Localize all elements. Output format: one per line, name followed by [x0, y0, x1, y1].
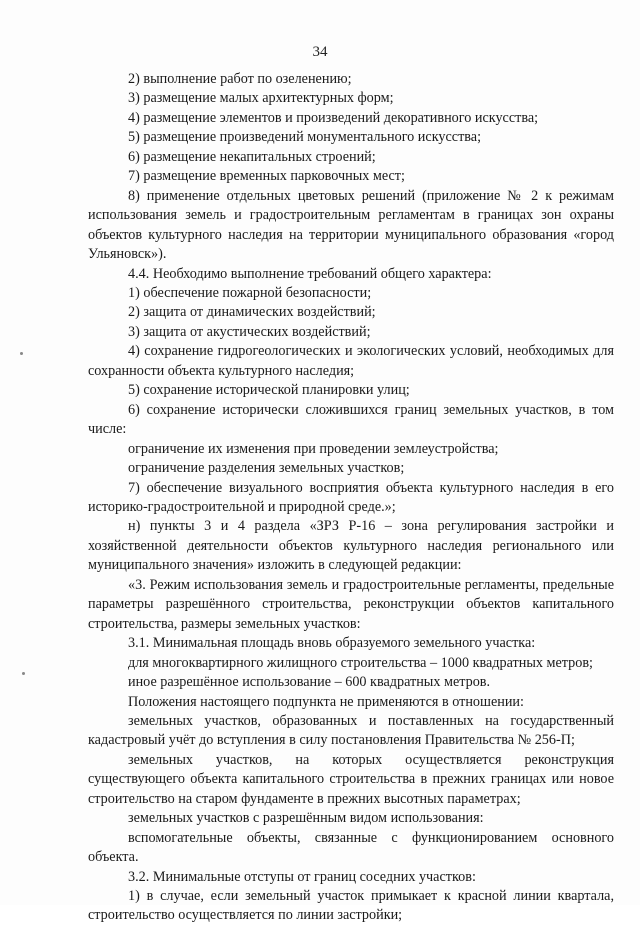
paragraph: земельных участков с разрешённым видом использования:: [128, 810, 484, 827]
paragraph: 5) сохранение исторической планировки улиц;: [128, 382, 410, 399]
paragraph: для многоквартирного жилищного строительства – 1000 квадратных метров;: [128, 654, 593, 671]
paragraph: 3) защита от акустических воздействий;: [128, 323, 371, 340]
paragraph: земельных участков, образованных и поставленных на государственный кадастровый учёт до вступления в силу постановления Правительства № 256-П;: [88, 712, 614, 749]
paragraph: земельных участков, на которых осуществляется реконструкция существующего объекта капитального строительства в прежних границах или новое строительство на старом фундаменте в прежних высотных параметрах;: [88, 751, 614, 807]
paragraph: н) пункты 3 и 4 раздела «ЗРЗ Р-16 – зона регулирования застройки и хозяйственной деятельности объектов культурного наследия регионального или муниципального значения» изложить в следующей редакции:: [88, 518, 614, 574]
paragraph: 4) размещение элементов и произведений декоративного искусства;: [128, 109, 539, 126]
paragraph: 4.4. Необходимо выполнение требований общего характера:: [128, 265, 492, 282]
paragraph: 5) размещение произведений монументального искусства;: [128, 129, 482, 146]
scan-speck: [20, 352, 23, 355]
paragraph: 8) применение отдельных цветовых решений (приложение № 2 к режимам использования земель и градостроительным регламентам в границах зон охраны объектов культурного наследия на территории муниципального образования «город Ульяновск»).: [88, 187, 614, 263]
paragraph: 2) выполнение работ по озеленению;: [128, 71, 352, 87]
paragraph: иное разрешённое использование – 600 квадратных метров.: [128, 674, 491, 691]
page-number: 34: [312, 44, 328, 60]
paragraph: 3.1. Минимальная площадь вновь образуемого земельного участка:: [128, 635, 536, 652]
paragraph: ограничение разделения земельных участков;: [128, 460, 405, 477]
paragraph: 2) защита от динамических воздействий;: [128, 304, 376, 321]
paragraph: вспомогательные объекты, связанные с функционированием основного объекта.: [88, 829, 614, 866]
paragraph: 1) обеспечение пожарной безопасности;: [128, 284, 372, 301]
paragraph: ограничение их изменения при проведении землеустройства;: [128, 440, 499, 457]
document-body: [88, 70, 614, 926]
paragraph: 3.2. Минимальные отступы от границ соседних участков:: [128, 868, 476, 885]
paragraph: 6) сохранение исторически сложившихся границ земельных участков, в том числе:: [88, 401, 614, 438]
paragraph: 6) размещение некапитальных строений;: [128, 148, 376, 165]
scan-speck: [22, 672, 25, 675]
paragraph: «3. Режим использования земель и градостроительные регламенты, предельные параметры разрешённого строительства, реконструкции объектов капитального строительства, размеры земельных участков:: [88, 576, 614, 632]
paragraph: 7) обеспечение визуального восприятия объекта культурного наследия в его историко-градостроительной и природной среде.»;: [88, 479, 614, 515]
paragraph: 4) сохранение гидрогеологических и экологических условий, необходимых для сохранности объекта культурного наследия;: [88, 343, 614, 379]
paragraph: Положения настоящего подпункта не применяются в отношении:: [128, 693, 524, 710]
paragraph: 7) размещение временных парковочных мест;: [128, 168, 405, 185]
paragraph: 1) в случае, если земельный участок примыкает к красной линии квартала, строительство осуществляется по линии застройки;: [88, 888, 614, 924]
paragraph: 3) размещение малых архитектурных форм;: [128, 90, 394, 107]
